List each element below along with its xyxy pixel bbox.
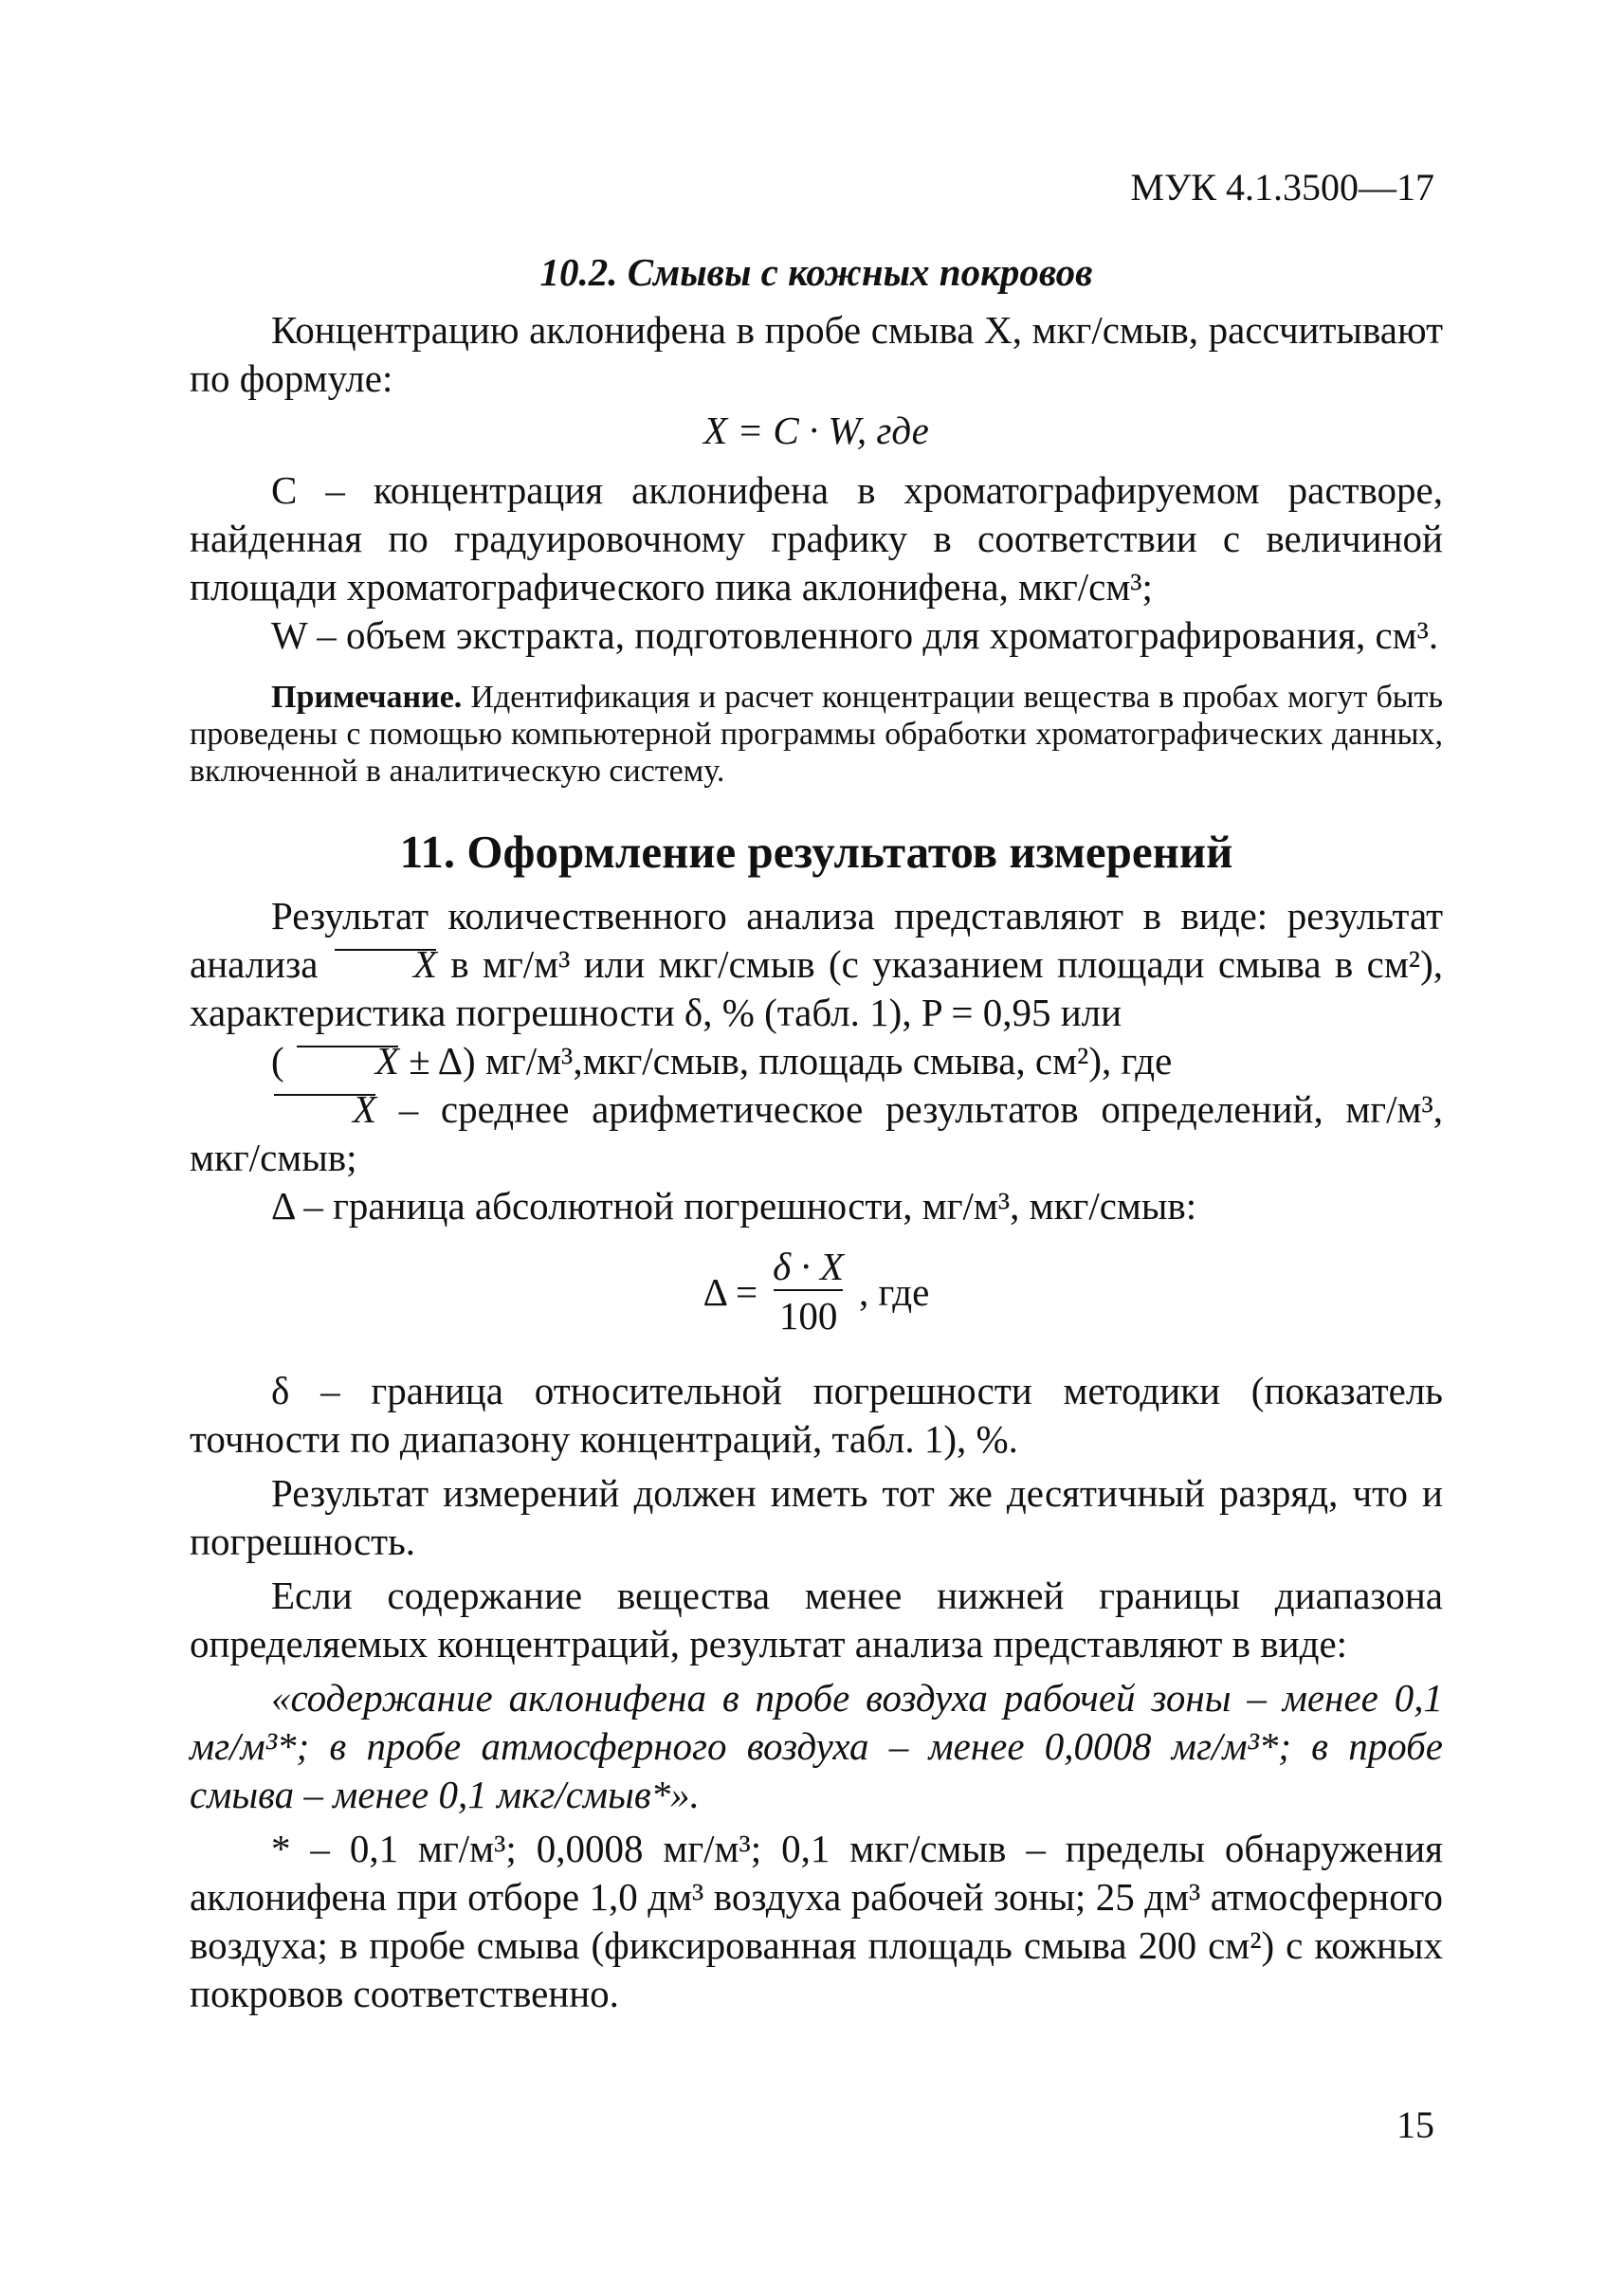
section-10-2-title: 10.2. Смывы с кожных покровов — [539, 250, 1093, 294]
open-paren: ( — [271, 1039, 284, 1083]
document-code: МУК 4.1.3500—17 — [1130, 166, 1434, 209]
delta-numerator: δ · X — [773, 1245, 844, 1288]
delta-fraction — [767, 1244, 849, 1340]
quote-paragraph: «содержание аклонифена в пробе воздуха рабочей зоны – менее 0,1 мг/м³*; в пробе атмосферного воздуха – менее 0,0008 мг/м³*; в пробе смыва – менее 0,1 мкг/смыв*». — [190, 1676, 1443, 1816]
formula-x-cw: X = C · W, где — [703, 409, 929, 452]
result-interval-text: ± Δ) мг/м³,мкг/смыв, площадь смыва, см²), где — [409, 1039, 1173, 1083]
result-format-text-a: Результат количественного анализа представляют в виде: результат анализа — [190, 894, 1443, 986]
definition-w: W – объем экстракта, подготовленного для хроматографирования, см³. — [271, 613, 1439, 657]
definition-delta: Δ – граница абсолютной погрешности, мг/м³, мкг/смыв: — [271, 1184, 1197, 1228]
note-label: Примечание. — [271, 680, 463, 715]
section-11-title: 11. Оформление результатов измерений — [399, 826, 1233, 878]
page-content — [190, 248, 1443, 2018]
definition-c: C – концентрация аклонифена в хроматографируемом растворе, найденная по градуировочному графику в соответствии с величиной площади хроматографического пика аклонифена, мкг/см³; — [190, 468, 1443, 609]
result-format-paragraph — [190, 892, 1443, 1037]
x-bar-symbol: X — [332, 940, 437, 989]
page-number: 15 — [1396, 2103, 1434, 2146]
delta-formula-suffix: , где — [859, 1269, 930, 1314]
definition-x-bar-text: – среднее арифметическое результатов определений, мг/м³, мкг/смыв; — [190, 1087, 1444, 1179]
result-format-text-b: в мг/м³ или мкг/смыв (с указанием площади смыва в см²), характеристика погрешности δ, % (табл. 1), P = 0,95 или — [190, 942, 1444, 1034]
result-interval-line — [190, 1037, 1443, 1085]
delta-formula — [190, 1244, 1443, 1340]
section-10-2-intro: Концентрацию аклонифена в пробе смыва X, мкг/смыв, рассчитывают по формуле: — [190, 308, 1443, 400]
delta-denominator: 100 — [774, 1289, 844, 1340]
note-paragraph — [190, 679, 1443, 790]
note-text: Идентификация и расчет концентрации вещества в пробах могут быть проведены с помощью компьютерной программы обработки хроматографических данных, включенной в аналитическую систему. — [190, 680, 1443, 789]
definition-x-bar — [190, 1085, 1443, 1182]
delta-formula-lhs: Δ = — [703, 1269, 758, 1314]
x-bar-symbol-3: X — [271, 1085, 376, 1134]
x-bar-symbol-2: X — [294, 1037, 399, 1085]
below-limit-paragraph: Если содержание вещества менее нижней границы диапазона определяемых концентраций, результат анализа представляют в виде: — [190, 1574, 1443, 1666]
definition-small-delta: δ – граница относительной погрешности методики (показатель точности по диапазону концентраций, табл. 1), %. — [190, 1369, 1443, 1461]
footnote-paragraph: * – 0,1 мг/м³; 0,0008 мг/м³; 0,1 мкг/смыв – пределы обнаружения аклонифена при отборе 1,0 дм³ воздуха рабочей зоны; 25 дм³ атмосферного воздуха; в пробе смыва (фиксированная площадь смыва 200 см²) с кожных покровов соответственно. — [190, 1827, 1443, 2015]
precision-paragraph: Результат измерений должен иметь тот же десятичный разряд, что и погрешность. — [190, 1471, 1443, 1563]
